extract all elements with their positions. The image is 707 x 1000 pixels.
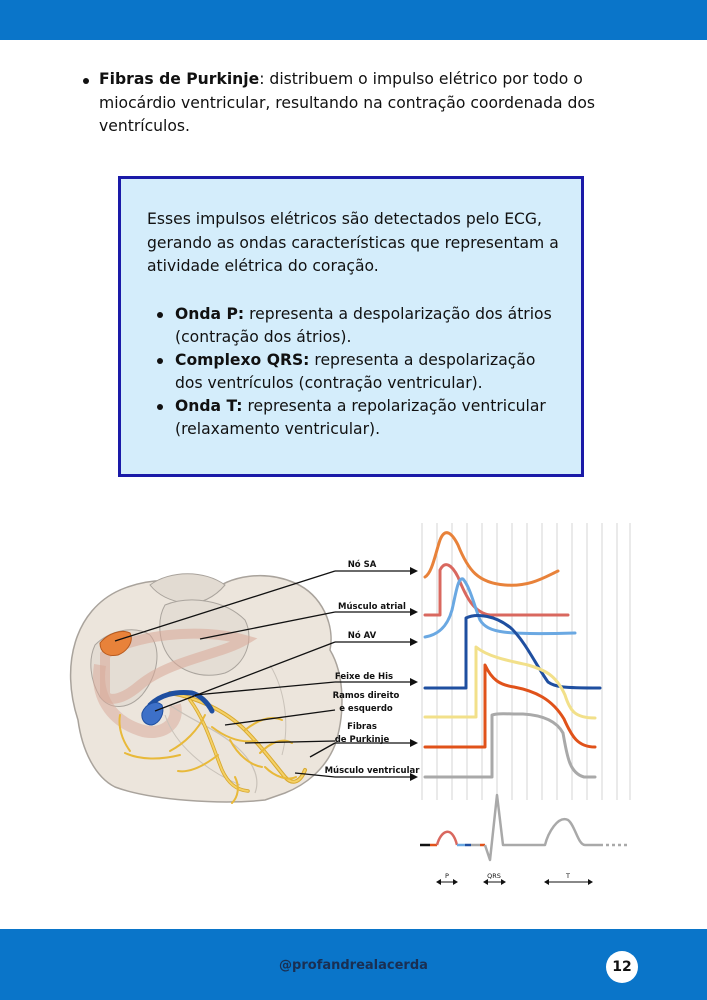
ecg-label-p: P [445, 872, 449, 880]
heart-conduction-figure [0, 515, 707, 900]
trace-sa [425, 533, 558, 586]
label-no-av: Nó AV [347, 631, 377, 641]
label-musculo-atrial: Músculo atrial [338, 602, 406, 612]
wave-text: representa a repolarização ventricular (relaxamento ventricular). [175, 397, 546, 438]
label-feixe-his: Feixe de His [334, 672, 394, 682]
wave-item-qrs [149, 349, 559, 395]
trace-ventricular [425, 714, 595, 777]
ecg-label-t: T [566, 872, 570, 880]
footer-handle: @profandrealacerda [279, 958, 428, 973]
page-number: 12 [606, 951, 638, 983]
wave-term: Onda P: [175, 305, 245, 323]
label-ramos-1: Ramos direito [332, 691, 400, 701]
wave-term: Onda T: [175, 397, 243, 415]
list-item [80, 68, 620, 139]
wave-list [149, 303, 559, 441]
wave-term: Complexo QRS: [175, 351, 310, 369]
ecg-label-qrs: QRS [487, 872, 501, 880]
wave-item-p [149, 303, 559, 349]
label-arrowheads [410, 567, 418, 781]
label-ramos-2: e esquerdo [339, 704, 393, 714]
label-no-sa: Nó SA [347, 560, 377, 570]
ecg-strip [420, 795, 630, 860]
trace-av [425, 579, 575, 637]
purkinje-term: Fibras de Purkinje [99, 70, 260, 88]
label-fibras-2: de Purkinje [334, 735, 390, 745]
info-intro: Esses impulsos elétricos são detectados pelo ECG, gerando as ondas características que representam a atividade elétrica do coração. [147, 210, 559, 275]
wave-text: representa a despolarização dos ventrículos (contração ventricular). [175, 351, 536, 392]
header-bar [0, 0, 707, 40]
trace-branches [425, 647, 595, 718]
heart-illustration [71, 574, 342, 802]
label-musculo-ventricular: Músculo ventricular [324, 766, 420, 776]
wave-text: representa a despolarização dos átrios (contração dos átrios). [175, 305, 552, 346]
label-fibras-1: Fibras [347, 722, 377, 732]
purkinje-text: : distribuem o impulso elétrico por todo o miocárdio ventricular, resultando na contração coordenada dos ventrículos. [99, 70, 596, 135]
ecg-info-box [118, 176, 584, 477]
action-potential-grid [422, 523, 630, 800]
wave-item-t [149, 395, 559, 441]
purkinje-paragraph [80, 68, 620, 139]
